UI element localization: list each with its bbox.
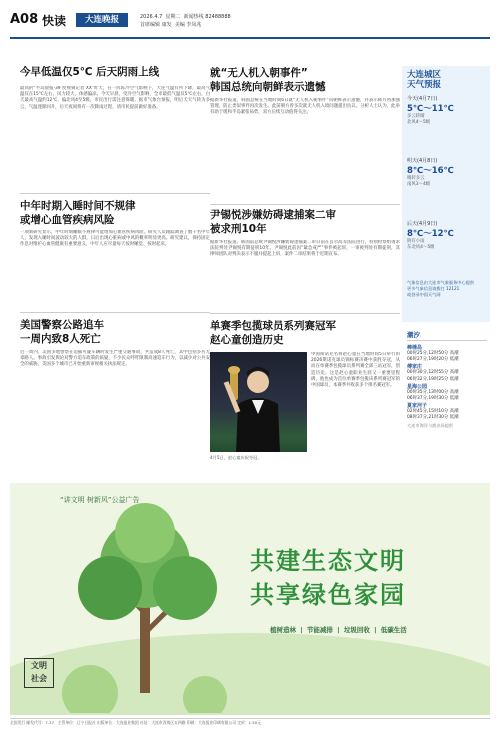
weather-temp: 8℃～12℃ [407,229,454,239]
tide-group [407,344,491,363]
hotline-label: 新闻热线 [183,14,204,20]
designer-name: 李凤兆 [186,22,202,28]
issue-date: 2026.4.7 [140,14,163,20]
weather-day-3 [407,220,487,251]
article-title: 今早低温仅5℃ 后天阴雨上线 [20,66,160,78]
article-title: 中年时期入睡时间不规律 或增心血管疾病风险 [20,200,136,226]
weather-title: 大连城区 天气预报 [407,70,442,90]
tide-line: 00时25分,12时50分 高潮 [407,351,459,356]
divider [210,204,400,205]
header-meta-line2 [140,21,201,28]
article-body: 一项新研究显示，中年时期睡眠不规律可能增加心血管疾病风险。研究人员跟踪调查了数千名中年人，发现入睡时间波动较大的人群，日后出现心脏病或中风的概率明显更高。研究建议，保持固定作息对维护心血管健康有重要意义，中年人应尽量每天按时睡觉、按时起床。 [20,230,210,248]
weather-desc: 多云转晴 北风4～5级 [407,114,431,125]
tide-list [407,344,491,429]
article-body: 据新华社报道，韩国总统在当地时间6日就“无人机入朝事件”向朝鲜表示遗憾，并表示韩方将加强管理，防止类似事件再次发生。此前朝方曾多次就无人机入境问题提出抗议。分析人士认为，此举有助于缓和半岛紧张局势，双方后续互动值得关注。 [210,98,400,116]
divider [20,312,210,313]
weather-temp: 8℃～16℃ [407,166,454,176]
hotline-number: 82488888 [205,14,231,20]
tide-place: 傅家庄 [407,364,423,371]
header-meta-line1 [140,13,231,20]
article-title: 单赛季包揽球员系列赛冠军 赵心童创造历史 [210,320,336,346]
ad-item: 植树造林 [270,626,296,634]
divider [20,193,210,194]
editor-label: 首席编辑 [140,22,161,28]
ad-item: 节能减排 [306,626,333,634]
tide-line: 02时45分,15时10分 高潮 [407,409,459,415]
weather-day-label: 后天(4月9日) [407,221,438,227]
issue-weekday: 星期二 [165,14,181,20]
weather-source: 气象信息由大连市气象服务中心提供 更多气象信息请拨打 12121 或登录中国天气网 [407,280,475,297]
tide-group [407,383,491,402]
tide-line: 06时32分,19时25分 低潮 [407,376,459,382]
public-ad [10,483,490,715]
photo-caption: 4月5日，赵心童庆祝夺冠。 [210,455,262,460]
tide-line: 08时37分,21时30分 低潮 [407,415,459,421]
header-rule [10,37,490,39]
weather-desc: 阴有小雨 东北风4～5级 [407,239,435,250]
ad-label: “讲文明 树新风”公益广告 [60,496,140,504]
article-body: 最高的“半岛晨报·39 度视频记者 XX”昨天，在一阵阵冷空气影响下，大连气温有所下降，最高气温仅在15℃左右，风力较大，体感偏凉。今天早晨，受冷空气影响，全市最低气温仅5℃左右，白天最高气温约12℃，偏北风4至5级，市民出行需注意保暖。据市气象台预报，明后天天气转为多云，气温逐渐回升，后天夜间将有一次降雨过程，请市民提前做好准备。 [20,86,210,110]
tide-group [407,363,491,382]
ad-seal: 文明 社会 [24,658,54,688]
tide-line: 06时27分,19时20分 低潮 [407,357,459,363]
tide-line: 06时37分,19时30分 低潮 [407,396,459,402]
weather-temp: 5℃～11℃ [407,104,454,114]
article-title: 就“无人机入朝事件” 韩国总统向朝鲜表示遗憾 [210,67,326,93]
divider [210,313,400,314]
designer-label: 美编 [174,22,185,28]
tide-line: 00时30分,12时55分 高潮 [407,370,459,376]
tide-title: 潮汐 [407,331,420,339]
weather-day-2 [407,157,487,188]
weather-day-1 [407,95,487,126]
weather-day-label: 今天(4月7日) [407,96,438,102]
article-body: 近一周内，美国多地警察在追捕可疑车辆时发生严重交通事故，共造成8人死亡，其中包括多名无辜路人。事故引发舆论对警方追车政策的质疑，不少民众呼吁限制高速追车行为，以减少对公共安全的威胁。美国多个城市已开始重新审视相关执法规定。 [20,350,210,368]
tide-group [407,402,491,421]
article-title: 尹锡悦涉嫌妨碍逮捕案二审 被求刑10年 [210,209,336,235]
ad-items: 植树造林 | 节能减排 | 垃圾回收 | 低碳生活 [270,626,407,634]
tide-place: 星海公园 [407,383,428,390]
tide-line: 00时35分,13时00分 高潮 [407,389,459,395]
weather-desc: 晴转多云 南风3～4级 [407,176,431,187]
paper-logo [76,13,128,27]
section-name: 快读 [42,14,67,28]
footer-rule [10,718,490,719]
ad-slogan-1: 共建生态文明 [250,546,406,575]
ad-slogan-2: 共享绿色家园 [250,580,406,609]
player-figure [210,352,307,452]
tide-note: 大连市海洋与渔业局提供 [407,422,454,428]
tide-rule [407,340,487,341]
paper-logo-text: 大连晚报 [84,15,119,25]
ad-item: 低碳生活 [380,626,407,634]
weather-day-label: 明天(4月8日) [407,158,438,164]
ad-item: 垃圾回收 [343,626,370,634]
page-header [10,10,490,36]
article-title: 美国警察公路追车 一周内致8人死亡 [20,319,104,345]
footer-info: 全国发行 邮发代号：7-37 主管单位：辽宁日报社 出版单位：大连报业集团 社址：大连市西岗区五四路 印刷：大连报业印刷有限公司 定价：1.50元 [10,720,261,725]
page-number: A08 [10,12,39,27]
article-body: 据新华社报道，韩国前总统尹锡悦涉嫌妨碍逮捕案二审日前在首尔高等法院进行，特别检察组请求法院判处尹锡悦有期徒刑10年。尹锡悦此前因“紧急戒严”事件被起诉，一审被判处有期徒刑，其律师团队对判决表示不服并提起上诉，案件二审结果将于近期宣布。 [210,240,400,258]
article-body: 中国斯诺克名将赵心童在当地时间5日举行的2026斯诺克球员锦标赛决赛中获胜夺冠，从而在单赛季包揽球员系列赛全部三站冠军，创造历史。这是赵心童职业生涯又一重要里程碑，他也成为首位单赛季包揽该系列赛冠军的中国球员，本赛季共收获多个排名赛冠军。 [311,352,400,389]
news-photo [210,352,307,452]
tide-place: 夏家河子 [407,403,428,410]
editor-name: 康发 [161,22,172,28]
tide-place: 棒棰岛 [407,345,423,351]
